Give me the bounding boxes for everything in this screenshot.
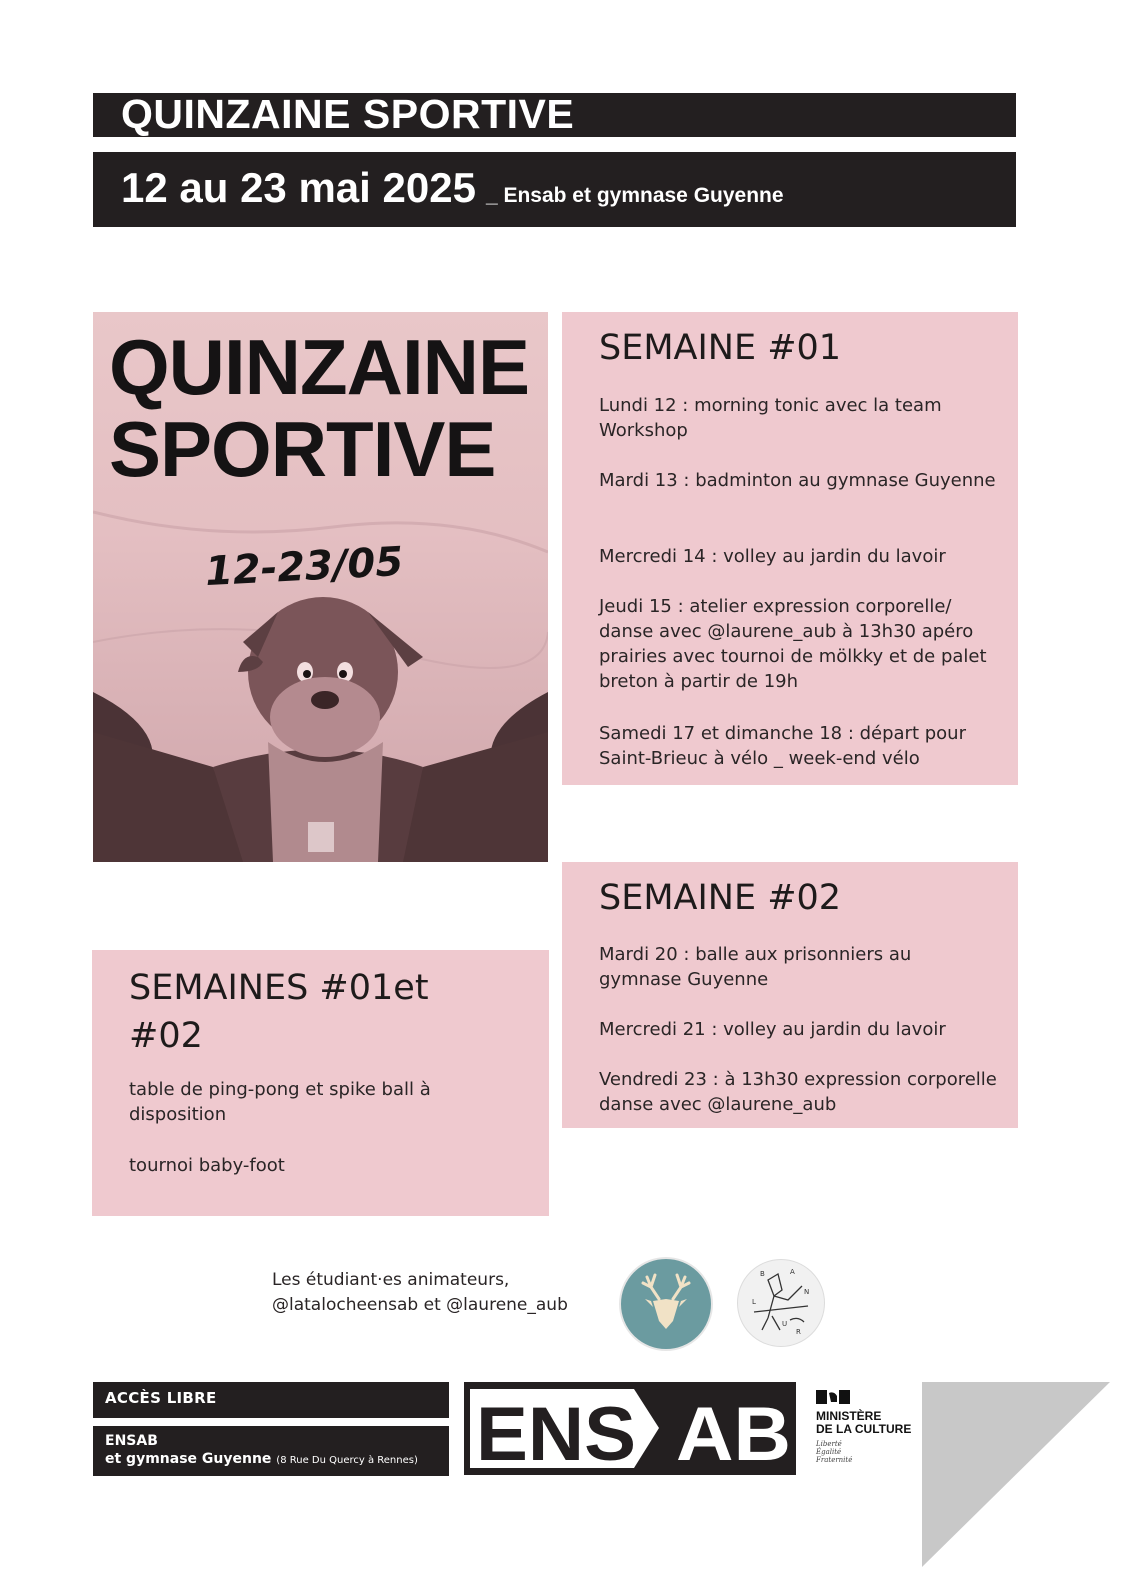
- svg-text:R: R: [796, 1328, 801, 1336]
- motto-egalite: Égalité: [816, 1448, 842, 1456]
- weeks-1-2-heading: SEMAINES #01et #02: [129, 968, 429, 1056]
- week-1-heading: SEMAINE #01: [599, 328, 842, 368]
- ministere-logo: [816, 1390, 926, 1470]
- dates-text: 12 au 23 mai 2025: [121, 164, 476, 211]
- weeks-1-2-panel: [92, 950, 549, 1216]
- venue-gym-name: et gymnase Guyenne: [105, 1451, 272, 1467]
- weeks-1-2-item: tournoi baby-foot: [129, 1155, 285, 1176]
- week-1-item: Jeudi 15 : atelier expression corporelle/ danse avec @laurene_aub à 13h30 apéro prairies avec tournoi de mölkky et de palet breton à partir de 19h: [599, 596, 987, 692]
- poster-dates: 12-23/05: [203, 538, 405, 596]
- access-label: ACCÈS LIBRE: [105, 1389, 217, 1407]
- venue-name: ENSAB: [105, 1433, 158, 1449]
- venue-gym: [105, 1451, 418, 1467]
- credits: [272, 1268, 568, 1318]
- poster-title: [109, 323, 529, 493]
- week-2-item: Vendredi 23 : à 13h30 expression corporelle danse avec @laurene_aub: [599, 1069, 997, 1115]
- week-2-heading: SEMAINE #02: [599, 878, 842, 918]
- ensab-logo-left: ENS: [476, 1392, 636, 1475]
- svg-text:A: A: [790, 1268, 795, 1276]
- weeks-1-2-item: table de ping-pong et spike ball à disposition: [129, 1079, 431, 1125]
- motto-liberte: Liberté: [816, 1440, 842, 1448]
- venue-address: (8 Rue Du Quercy à Rennes): [276, 1455, 418, 1466]
- ministere-line-1: MINISTÈRE: [816, 1409, 882, 1423]
- event-dates: [121, 164, 784, 212]
- poster-title-line-1: QUINZAINE: [109, 323, 529, 411]
- ensab-logo-right: AB: [676, 1392, 791, 1475]
- page-title: QUINZAINE SPORTIVE: [121, 91, 575, 137]
- svg-text:N: N: [804, 1288, 810, 1296]
- poster-image: [93, 312, 548, 862]
- week-1-item: Mardi 13 : badminton au gymnase Guyenne: [599, 470, 996, 491]
- grey-triangle: [922, 1382, 1110, 1567]
- motto-fraternite: Fraternité: [816, 1456, 853, 1464]
- illustration-logo: [737, 1259, 825, 1347]
- deer-head-icon: [621, 1259, 711, 1349]
- svg-text:U: U: [782, 1320, 788, 1328]
- week-2-item: Mardi 20 : balle aux prisonniers au gymnase Guyenne: [599, 944, 912, 990]
- event-location: _ Ensab et gymnase Guyenne: [485, 184, 784, 207]
- ministere-line-2: DE LA CULTURE: [816, 1422, 912, 1436]
- ensab-logo: [464, 1382, 796, 1475]
- week-2-panel: [562, 862, 1018, 1128]
- svg-text:B: B: [760, 1270, 765, 1278]
- access-banner: [93, 1382, 449, 1418]
- deer-logo: [619, 1257, 713, 1351]
- venue-banner: [93, 1426, 449, 1476]
- week-1-item: Lundi 12 : morning tonic avec la team Workshop: [599, 395, 942, 441]
- credits-line-2: @latalocheensab et @laurene_aub: [272, 1295, 568, 1315]
- week-2-item: Mercredi 21 : volley au jardin du lavoir: [599, 1019, 946, 1040]
- poster-title-line-2: SPORTIVE: [109, 405, 496, 493]
- week-1-item: Mercredi 14 : volley au jardin du lavoir: [599, 546, 946, 567]
- week-1-panel: [562, 312, 1018, 785]
- credits-line-1: Les étudiant·es animateurs,: [272, 1270, 510, 1290]
- week-1-item: Samedi 17 et dimanche 18 : départ pour Saint-Brieuc à vélo _ week-end vélo: [599, 723, 966, 769]
- date-banner: [93, 152, 1016, 227]
- sketch-figure-icon: [738, 1260, 824, 1346]
- title-banner: [93, 93, 1016, 137]
- svg-text:L: L: [752, 1298, 756, 1306]
- marianne-icon: [816, 1390, 850, 1404]
